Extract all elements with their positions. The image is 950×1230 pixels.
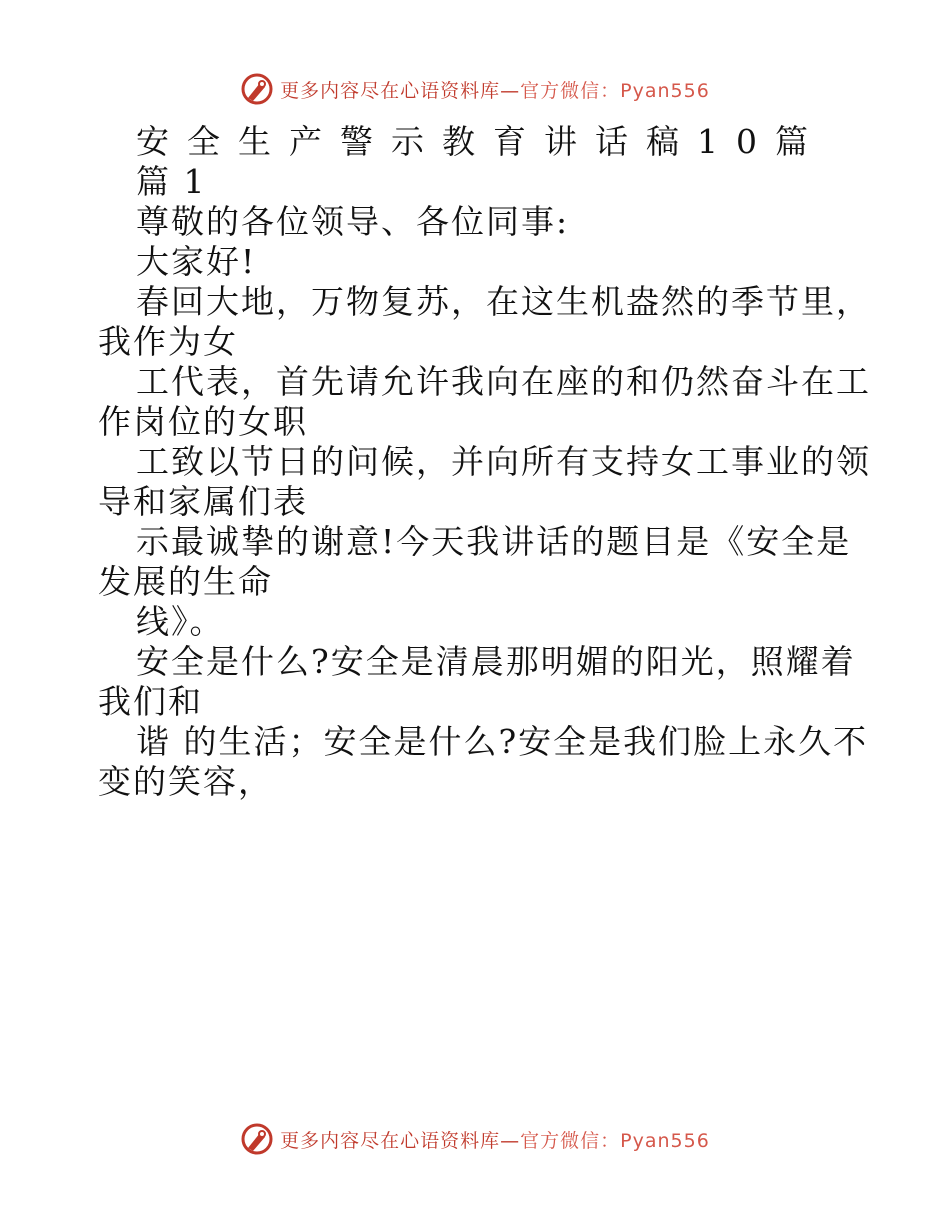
paragraph-line: 发展的生命 [98, 562, 273, 601]
paragraph-line: 安全是什么?安全是清晨那明媚的阳光，照耀着 [136, 642, 856, 681]
watermark-separator: — [500, 1129, 521, 1152]
document-body [98, 122, 871, 802]
paragraph-line: 作岗位的女职 [98, 402, 308, 441]
header-watermark [0, 72, 950, 106]
paragraph-line: 谐 的生活；安全是什么?安全是我们脸上永久不 [136, 722, 869, 761]
watermark-wechat: 官方微信：Pyan556 [520, 1129, 710, 1152]
paragraph-line: 春回大地，万物复苏，在这生机盎然的季节里， [136, 282, 871, 321]
paragraph-line: 工代表，首先请允许我向在座的和仍然奋斗在工 [136, 362, 871, 401]
watermark-text [280, 76, 710, 103]
paragraph-line: 示最诚挚的谢意!今天我讲话的题目是《安全是 [136, 522, 852, 561]
paragraph-line: 线》。 [136, 602, 225, 641]
watermark-site: 更多内容尽在心语资料库 [280, 1129, 501, 1152]
watermark-wechat: 官方微信：Pyan556 [520, 79, 710, 102]
paragraph-line: 变的笑容， [98, 762, 273, 801]
watermark-separator: — [500, 79, 521, 102]
paragraph-line: 工致以节日的问候，并向所有支持女工事业的领 [136, 442, 871, 481]
document-title: 安全生产警示教育讲话稿10篇 [136, 122, 826, 161]
pen-logo-icon [240, 1122, 274, 1156]
watermark-text [280, 1126, 710, 1153]
watermark-site: 更多内容尽在心语资料库 [280, 79, 501, 102]
paragraph-line: 大家好! [136, 242, 257, 281]
section-heading: 篇 1 [136, 162, 207, 201]
pen-logo-icon [240, 72, 274, 106]
paragraph-line: 我作为女 [98, 322, 238, 361]
paragraph-line: 导和家属们表 [98, 482, 308, 521]
paragraph-line: 我们和 [98, 682, 203, 721]
paragraph-line: 尊敬的各位领导、各位同事: [136, 202, 570, 241]
footer-watermark [0, 1122, 950, 1156]
